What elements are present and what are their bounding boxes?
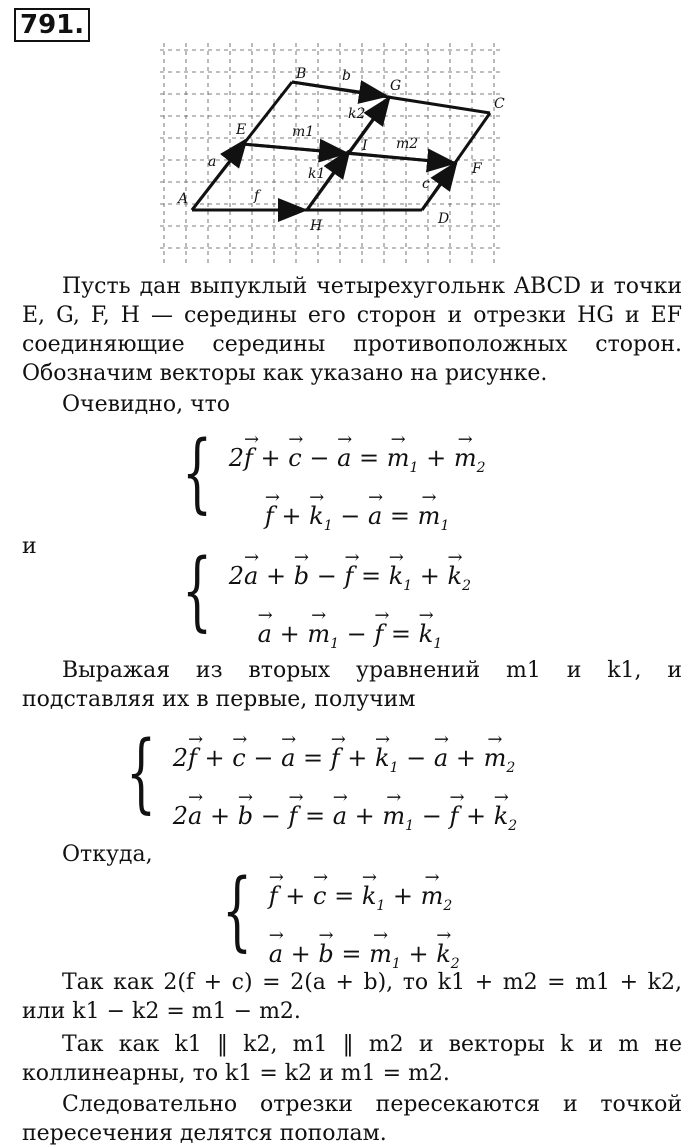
label-G: G xyxy=(390,78,402,94)
label-vec-m1: m1 xyxy=(292,124,315,140)
system-4: { → f + → c = → $k_1$ + → $m_2$ → a + → b = → $m_1$ + → $k_2$ xyxy=(222,868,460,984)
label-C: C xyxy=(494,96,505,112)
label-A: A xyxy=(178,191,189,207)
expressing-paragraph: Выражая из вторых уравнений m1 и k1, и подставляя их в первые, получим xyxy=(22,658,682,712)
label-vec-a: a xyxy=(208,154,217,170)
vector-m1 xyxy=(242,144,346,153)
label-vec-f: f xyxy=(254,188,260,204)
label-vec-m2: m2 xyxy=(396,136,419,152)
since-paragraph-2: Так как k1 ‖ k2, m1 ‖ m2 и векторы k и m не коллинеарны, то k1 = k2 и m1 = m2. xyxy=(22,1032,682,1086)
label-H: H xyxy=(310,218,323,234)
system-2: { 2→ a + → b − → f = → $k_1$ + → $k_2$ → a + → $m_1$ − → f = → $k_1$ xyxy=(182,548,471,664)
label-vec-b: b xyxy=(342,68,351,84)
label-E: E xyxy=(236,122,247,138)
label-I: I xyxy=(362,138,368,154)
vector-m2 xyxy=(348,153,454,163)
system-1: { 2→ f + → c − → a = → $m_1$ + → $m_2$ → f + → $k_1$ − → a = → $m_1$ xyxy=(182,430,486,546)
and-word: и xyxy=(22,534,37,559)
label-B: B xyxy=(296,66,307,82)
obviously-line: Очевидно, что xyxy=(62,392,231,417)
label-vec-k1: k1 xyxy=(308,166,326,182)
conclusion-paragraph: Следовательно отрезки пересекаются и точкой пересечения делятся пополам. xyxy=(22,1092,682,1146)
whence-line: Откуда, xyxy=(62,842,153,867)
label-D: D xyxy=(438,211,450,227)
label-F: F xyxy=(472,161,482,177)
problem-number: 791. xyxy=(14,8,90,42)
quadrilateral-figure xyxy=(150,38,510,268)
label-vec-k2: k2 xyxy=(348,106,366,122)
system-3: { 2→ f + → c − → a = → f + → $k_1$ − → a + → $m_2$ 2→ a + → b − → f = → a + → $m_1$ − → f + → $k_2$ xyxy=(126,730,517,846)
vector-a xyxy=(192,140,246,210)
since-paragraph-1: Так как 2(f + c) = 2(a + b), то k1 + m2 = m1 + k2, или k1 − k2 = m1 − m2. xyxy=(22,970,682,1024)
intro-paragraph: Пусть дан выпуклый четырехугольнк ABCD и точки E, G, F, H — середины его сторон и отрезки HG и EF соединяющие середины противоположных сторон. Обозначим векторы как указано на рисунке. xyxy=(22,274,682,386)
label-vec-c: c xyxy=(422,176,430,192)
